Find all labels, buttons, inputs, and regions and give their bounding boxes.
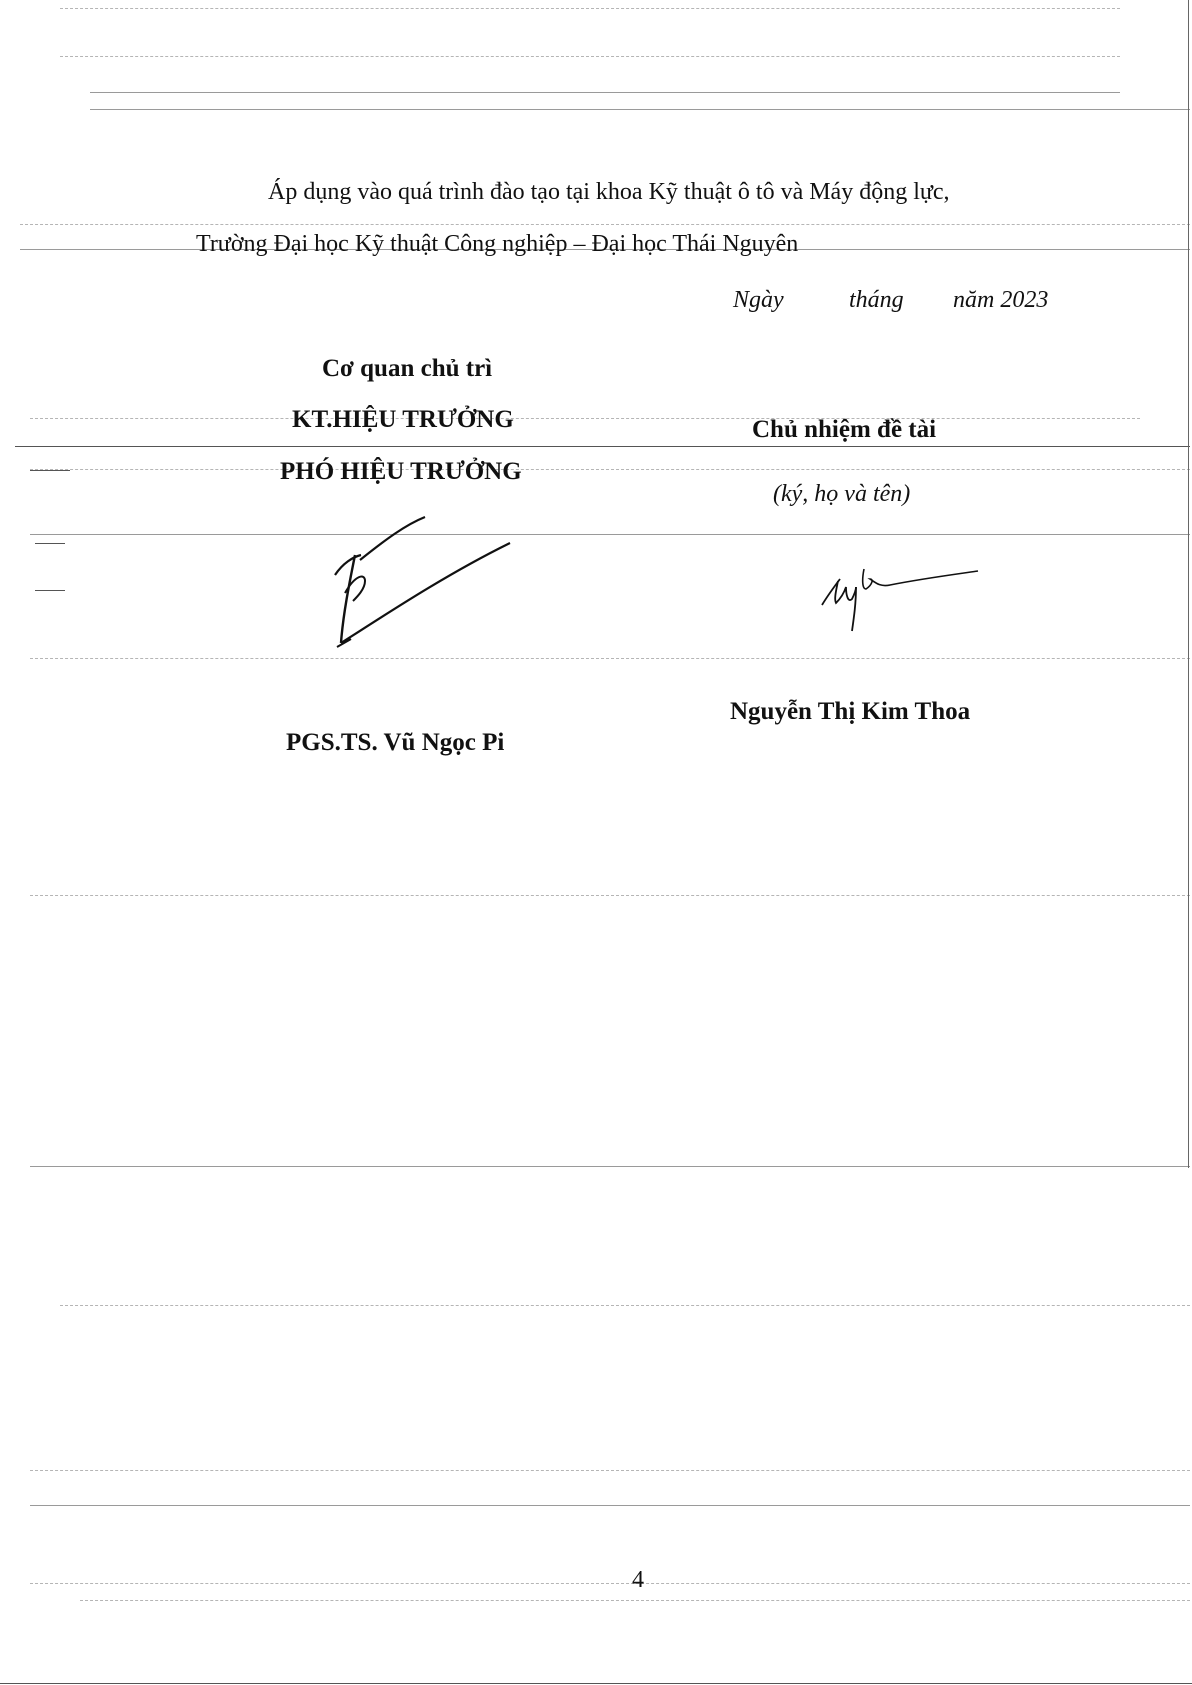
scan-artifact-line: [15, 446, 1190, 447]
scan-artifact-mark: [30, 470, 70, 471]
scan-artifact-line: [0, 1683, 1192, 1684]
project-leader-name: Nguyễn Thị Kim Thoa: [730, 698, 971, 725]
rector-name: PGS.TS. Vũ Ngọc Pi: [286, 729, 505, 756]
scan-artifact-line: [60, 1305, 1190, 1306]
scan-artifact-line: [30, 469, 1190, 470]
scan-artifact-line: [90, 92, 1120, 93]
scan-edge-line: [1188, 0, 1189, 1168]
date-day-label: Ngày: [733, 287, 784, 313]
scan-artifact-line: [60, 8, 1120, 9]
scan-artifact-line: [30, 658, 1190, 659]
scan-artifact-line: [30, 418, 1140, 419]
scan-artifact-mark: [35, 543, 65, 544]
date-month-label: tháng: [849, 287, 904, 313]
scan-artifact-line: [30, 1470, 1190, 1471]
vice-rector-title: PHÓ HIỆU TRƯỞNG: [280, 458, 522, 485]
scan-artifact-line: [60, 56, 1120, 57]
scan-artifact-line: [30, 895, 1190, 896]
body-line-1: Áp dụng vào quá trình đào tạo tại khoa Kỹ thuật ô tô và Máy động lực,: [268, 179, 950, 205]
page-number: 4: [632, 1567, 644, 1593]
project-leader-signature: [820, 565, 980, 645]
scan-artifact-line: [90, 109, 1190, 110]
body-line-2: Trường Đại học Kỹ thuật Công nghiệp – Đại học Thái Nguyên: [196, 231, 799, 257]
sign-instruction-note: (ký, họ và tên): [773, 481, 911, 507]
rector-signature: [325, 515, 525, 655]
scan-artifact-line: [80, 1600, 1190, 1601]
scan-artifact-line: [30, 534, 1190, 535]
scan-artifact-mark: [35, 590, 65, 591]
host-agency-label: Cơ quan chủ trì: [322, 355, 493, 382]
acting-title: KT.HIỆU TRƯỞNG: [292, 406, 514, 433]
project-leader-label: Chủ nhiệm đề tài: [752, 416, 937, 443]
scan-artifact-line: [30, 1166, 1190, 1167]
scan-artifact-line: [20, 224, 1190, 225]
scan-artifact-line: [30, 1505, 1190, 1506]
date-year-label: năm 2023: [953, 287, 1049, 313]
scan-artifact-line: [30, 1583, 1190, 1584]
